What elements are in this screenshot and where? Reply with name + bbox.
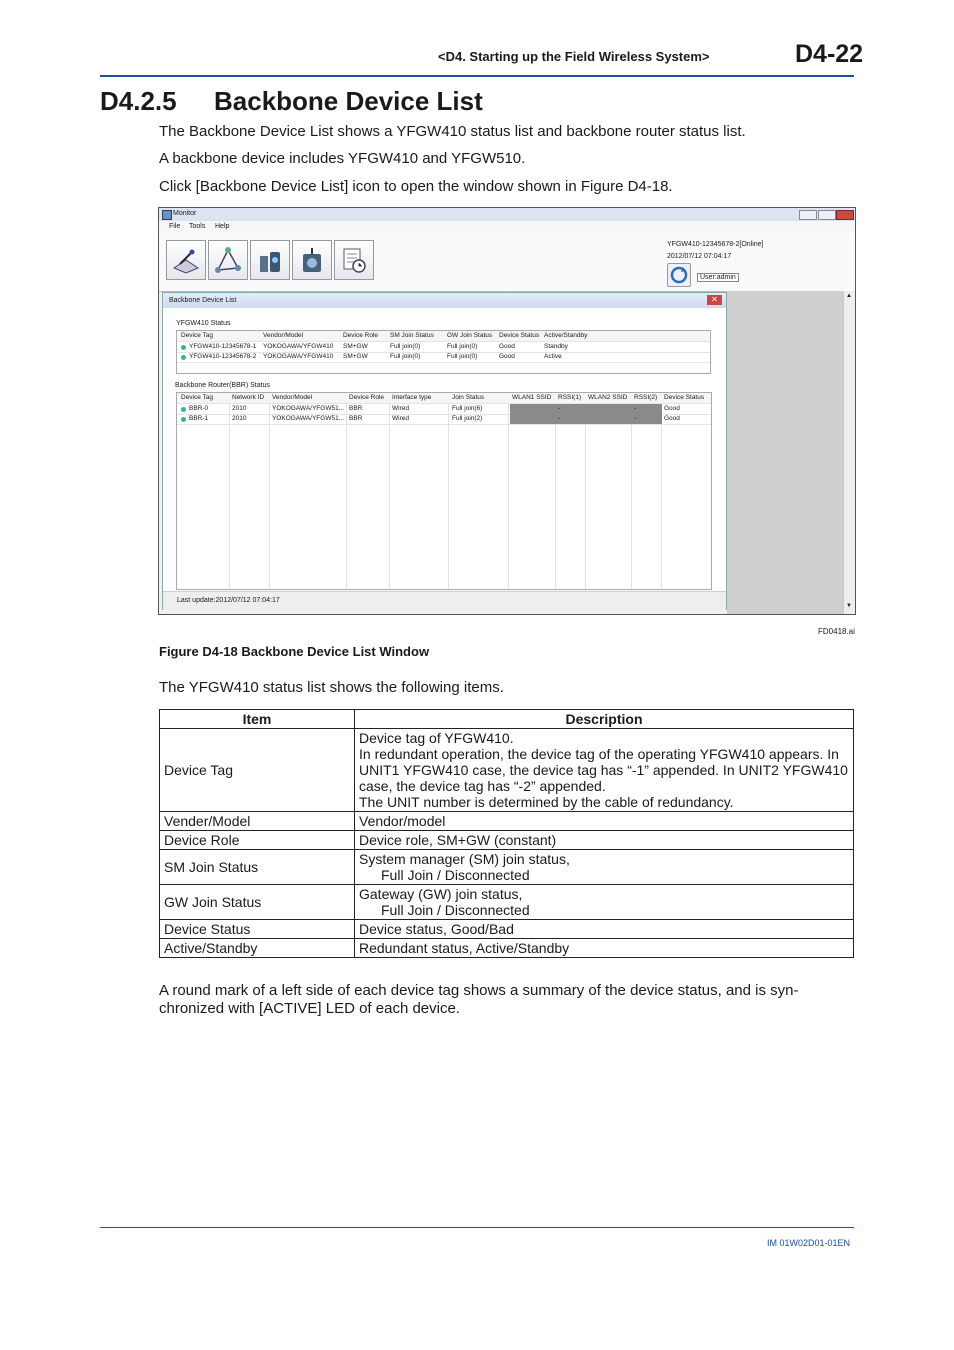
- yfgw-cell: Full join(0): [390, 353, 421, 360]
- description-cell: Device role, SM+GW (constant): [355, 831, 854, 850]
- header-rule: [100, 75, 854, 77]
- subwindow-close-button[interactable]: ✕: [707, 295, 722, 305]
- window-close-button[interactable]: [836, 210, 854, 220]
- bbr-status-label: Backbone Router(BBR) Status: [175, 382, 270, 389]
- page-number: D4-22: [795, 40, 864, 68]
- column-header-item: Item: [160, 710, 355, 729]
- yfgw-col-header: GW Join Status: [447, 332, 493, 339]
- toolbar: [159, 233, 855, 292]
- device-button[interactable]: [250, 240, 290, 280]
- status-dot-icon: [181, 407, 186, 412]
- item-cell: Device Status: [160, 920, 355, 939]
- item-cell: Vender/Model: [160, 812, 355, 831]
- yfgw-cell: Full join(0): [390, 343, 421, 350]
- description-line: System manager (SM) join status,: [359, 851, 570, 867]
- bbr-col-header: WLAN1 SSID: [512, 394, 552, 401]
- menu-tools[interactable]: Tools: [189, 223, 206, 230]
- bbr-col-header: RSSI(1): [558, 394, 582, 401]
- yfgw-cell: Full join(0): [447, 343, 478, 350]
- yfgw-header-row: [177, 331, 710, 342]
- figure-file-ref: FD0418.ai: [818, 627, 855, 636]
- window-title: Monitor: [173, 210, 197, 217]
- network-map-button[interactable]: [166, 240, 206, 280]
- menu-bar: [159, 221, 855, 233]
- topology-icon: [214, 246, 242, 274]
- table-intro: The YFGW410 status list shows the following items.: [159, 679, 504, 696]
- bbr-col-header: Vendor/Model: [272, 394, 313, 401]
- description-cell: [355, 885, 854, 920]
- app-icon: [162, 210, 172, 220]
- device-icon: [256, 246, 284, 274]
- description-cell: Vendor/model: [355, 812, 854, 831]
- bbr-col-header: Network ID: [232, 394, 265, 401]
- gateway-icon: [298, 246, 326, 274]
- yfgw-col-header: Vendor/Model: [263, 332, 304, 339]
- intro-paragraph-1: The Backbone Device List shows a YFGW410 status list and backbone router status list.: [159, 123, 746, 140]
- bbr-cell: BBR-0: [189, 405, 209, 412]
- right-panel: [727, 291, 843, 614]
- yfgw-col-header: Device Role: [343, 332, 379, 339]
- bbr-cell: Full join(2): [452, 415, 483, 422]
- section-title: Backbone Device List: [214, 86, 483, 116]
- description-line: The UNIT number is determined by the cable of redundancy.: [359, 794, 734, 810]
- bbr-col-header: Join Status: [452, 394, 485, 401]
- yfgw-cell: SM+GW: [343, 343, 368, 350]
- description-line: In redundant operation, the device tag of the operating YFGW410 appears. In UNIT1 YFGW410 case, the device tag has “-1” appended. In UNIT2 YFGW410 case, the device tag has “-2” appended.: [359, 746, 848, 794]
- scroll-up-icon[interactable]: ▲: [846, 293, 852, 299]
- bbr-cell: 2010: [232, 415, 247, 422]
- window-titlebar: [159, 208, 855, 221]
- yfgw-cell: Good: [499, 343, 515, 350]
- description-line: Gateway (GW) join status,: [359, 886, 523, 902]
- yfgw-col-header: SM Join Status: [390, 332, 434, 339]
- table-row: [160, 920, 854, 939]
- main-scrollbar[interactable]: [843, 291, 855, 614]
- footer-rule: [100, 1227, 854, 1228]
- item-cell: Device Tag: [160, 729, 355, 812]
- yfgw-cell: YOKOGAWA/YFGW410: [263, 343, 334, 350]
- description-cell: [355, 729, 854, 812]
- bbr-cell: -: [558, 415, 561, 422]
- item-cell: SM Join Status: [160, 850, 355, 885]
- bbr-cell: -: [558, 405, 561, 412]
- network-map-icon: [172, 246, 200, 274]
- minimize-button[interactable]: [799, 210, 817, 220]
- log-clock-button[interactable]: [334, 240, 374, 280]
- last-update-text: Last update:2012/07/12 07:04:17: [177, 597, 280, 604]
- bbr-col-header: Device Status: [664, 394, 705, 401]
- user-badge: User:admin: [697, 273, 739, 282]
- subwindow-titlebar: [163, 293, 726, 308]
- table-row: [160, 812, 854, 831]
- intro-paragraph-3: Click [Backbone Device List] icon to open the window shown in Figure D4-18.: [159, 178, 673, 195]
- subwindow-title: Backbone Device List: [169, 297, 237, 304]
- description-subline: Full Join / Disconnected: [381, 902, 530, 918]
- description-subline: Full Join / Disconnected: [381, 867, 530, 883]
- yfgw-cell: Standby: [544, 343, 568, 350]
- section-number: D4.2.5: [100, 86, 177, 116]
- closing-paragraph: A round mark of a left side of each device tag shows a summary of the device status, and is syn-chronized with [ACTIVE] LED of each device.: [159, 982, 799, 1017]
- table-row: [160, 831, 854, 850]
- yfgw-col-header: Active/Standby: [544, 332, 588, 339]
- yfgw-cell: Active: [544, 353, 562, 360]
- yfgw-cell: YFGW410-12345678-2: [189, 353, 257, 360]
- maximize-button[interactable]: [818, 210, 836, 220]
- bbr-cell: -: [634, 415, 637, 422]
- yfgw-cell: YFGW410-12345678-1: [189, 343, 257, 350]
- bbr-cell: BBR-1: [189, 415, 209, 422]
- item-cell: GW Join Status: [160, 885, 355, 920]
- bbr-status-grid: [176, 392, 712, 590]
- bbr-cell: YOKOGAWA/YFGW51...: [272, 405, 345, 412]
- yfgw-col-header: Device Status: [499, 332, 540, 339]
- table-row: [160, 729, 854, 812]
- table-row[interactable]: [177, 414, 711, 425]
- status-bar: [163, 591, 726, 610]
- item-cell: Device Role: [160, 831, 355, 850]
- bbr-col-header: Device Role: [349, 394, 385, 401]
- bbr-cell: Full join(6): [452, 405, 483, 412]
- description-line: Device tag of YFGW410.: [359, 730, 514, 746]
- column-header-description: Description: [355, 710, 854, 729]
- backbone-device-list-screenshot: [158, 207, 856, 615]
- status-time: 2012/07/12 07:04:17: [667, 253, 732, 260]
- backbone-device-list-window: [162, 292, 727, 610]
- bbr-col-header: RSSI(2): [634, 394, 658, 401]
- description-cell: [355, 850, 854, 885]
- bbr-col-header: WLAN2 SSID: [588, 394, 628, 401]
- topology-button[interactable]: [208, 240, 248, 280]
- yfgw-col-header: Device Tag: [181, 332, 214, 339]
- intro-paragraph-2: A backbone device includes YFGW410 and YFGW510.: [159, 150, 526, 167]
- yfgw-cell: YOKOGAWA/YFGW410: [263, 353, 334, 360]
- bbr-cell: -: [634, 405, 637, 412]
- yfgw-cell: Full join(0): [447, 353, 478, 360]
- status-dot-icon: [181, 355, 186, 360]
- table-row: [160, 850, 854, 885]
- bbr-cell: BBR: [349, 405, 363, 412]
- connection-status: [667, 239, 764, 263]
- status-dot-icon: [181, 417, 186, 422]
- bbr-header-row: [177, 393, 711, 404]
- bbr-cell: Good: [664, 405, 680, 412]
- document-id: IM 01W02D01-01EN: [767, 1238, 851, 1248]
- gateway-button[interactable]: [292, 240, 332, 280]
- description-cell: Device status, Good/Bad: [355, 920, 854, 939]
- menu-file[interactable]: File: [169, 223, 181, 230]
- bbr-cell: 2010: [232, 405, 247, 412]
- status-items-table: [159, 709, 854, 958]
- status-gateway: YFGW410-12345678-2[Online]: [667, 241, 764, 248]
- table-row: [160, 885, 854, 920]
- yfgw-cell: Good: [499, 353, 515, 360]
- refresh-icon: [668, 264, 690, 286]
- menu-help[interactable]: Help: [215, 223, 230, 230]
- yfgw-cell: SM+GW: [343, 353, 368, 360]
- refresh-button[interactable]: [667, 263, 691, 287]
- bbr-cell: Wired: [392, 415, 409, 422]
- bbr-cell: Wired: [392, 405, 409, 412]
- bbr-cell: YOKOGAWA/YFGW51...: [272, 415, 345, 422]
- table-row[interactable]: [177, 352, 710, 363]
- chapter-header: <D4. Starting up the Field Wireless System>: [438, 49, 710, 64]
- scroll-down-icon[interactable]: ▼: [846, 603, 852, 609]
- yfgw-status-label: YFGW410 Status: [176, 320, 231, 327]
- bbr-col-header: Device Tag: [181, 394, 214, 401]
- yfgw-status-grid: [176, 330, 711, 374]
- figure-caption: Figure D4-18 Backbone Device List Window: [159, 644, 430, 659]
- bbr-col-header: Interface type: [392, 394, 432, 401]
- table-header-row: [160, 710, 854, 729]
- bbr-cell: BBR: [349, 415, 363, 422]
- item-cell: Active/Standby: [160, 939, 355, 958]
- table-row: [160, 939, 854, 958]
- bbr-cell: Good: [664, 415, 680, 422]
- description-cell: Redundant status, Active/Standby: [355, 939, 854, 958]
- log-clock-icon: [340, 246, 368, 274]
- status-dot-icon: [181, 345, 186, 350]
